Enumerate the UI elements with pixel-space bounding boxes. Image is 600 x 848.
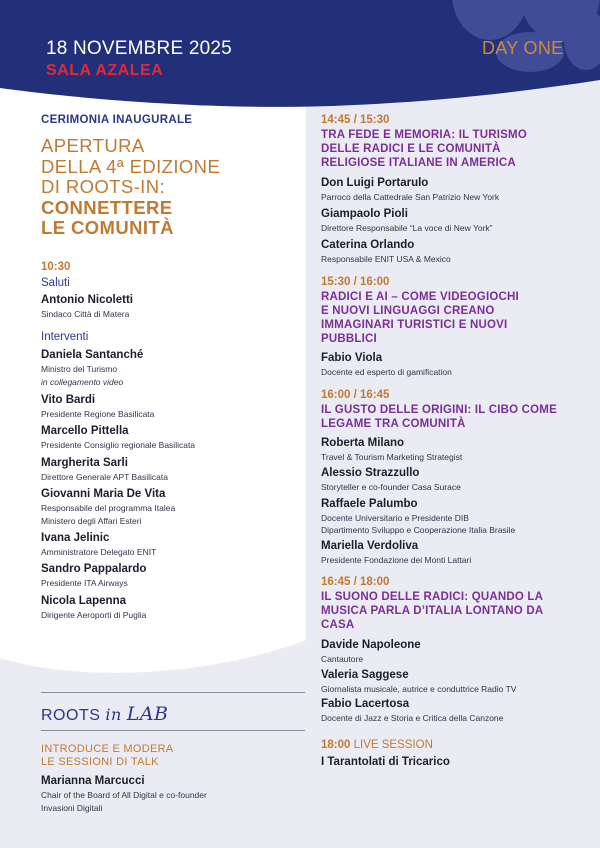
speaker-role: Parroco della Cattedrale San Patrizio New York xyxy=(321,192,500,202)
speaker-name: Sandro Pappalardo xyxy=(41,563,147,575)
session-time: 14:45 / 15:30 xyxy=(321,114,390,126)
session-title-line: RELIGIOSE ITALIANE IN AMERICA xyxy=(321,157,516,169)
speaker-role: Travel & Tourism Marketing Strategist xyxy=(321,452,463,462)
opening-title xyxy=(41,136,301,239)
speaker-role: Responsabile del programma Italea xyxy=(41,503,176,513)
speaker-name: Daniela Santanché xyxy=(41,349,144,361)
speaker-name: Raffaele Palumbo xyxy=(321,498,418,510)
speaker-name: Alessio Strazzullo xyxy=(321,467,420,479)
ceremony-label: CERIMONIA INAUGURALE xyxy=(41,114,193,126)
session-title-line: DELLE RADICI E LE COMUNITÀ xyxy=(321,143,501,155)
speaker-role: Dipartimento Sviluppo e Cooperazione Italia Brasile xyxy=(321,525,516,535)
speaker-name: Fabio Lacertosa xyxy=(321,698,410,710)
session-title-line: RADICI E AI – COME VIDEOGIOCHI xyxy=(321,291,519,303)
speaker-role: Responsabile ENIT USA & Mexico xyxy=(321,254,451,264)
moderator-label-line: LE SESSIONI DI TALK xyxy=(41,756,159,768)
speaker-name: Giampaolo Pioli xyxy=(321,208,408,220)
speaker-name: Margherita Sarli xyxy=(41,457,128,469)
session-time: 15:30 / 16:00 xyxy=(321,276,390,288)
speaker-role: Dirigente Aeroporti di Puglia xyxy=(41,610,147,620)
moderator-name: Marianna Marcucci xyxy=(41,775,145,787)
session-time: 16:45 / 18:00 xyxy=(321,576,390,588)
session-title-line: E NUOVI LINGUAGGI CREANO xyxy=(321,305,495,317)
title-line: CONNETTERE xyxy=(41,196,173,218)
speaker-role: Presidente ITA Airways xyxy=(41,578,128,588)
room-name: SALA AZALEA xyxy=(46,62,164,79)
speaker-name: Caterina Orlando xyxy=(321,239,415,251)
speaker-name: Davide Napoleone xyxy=(321,639,421,651)
speaker-role: Ministro del Turismo xyxy=(41,364,118,374)
speaker-note: in collegamento video xyxy=(41,377,124,387)
title-line: DI ROOTS-IN: xyxy=(41,176,166,197)
opening-time: 10:30 xyxy=(41,261,71,273)
session-title-line: TRA FEDE E MEMORIA: IL TURISMO xyxy=(321,129,527,141)
moderator-role: Invasioni Digitali xyxy=(41,803,103,813)
title-line: LE COMUNITÀ xyxy=(41,217,174,238)
moderator-role: Chair of the Board of All Digital e co-founder xyxy=(41,790,207,800)
live-session xyxy=(321,739,433,751)
moderator-label-line: INTRODUCE E MODERA xyxy=(41,743,174,755)
logo-roots: ROOTS xyxy=(41,707,101,724)
live-label: LIVE SESSION xyxy=(353,739,433,751)
speaker-role: Sindaco Città di Matera xyxy=(41,309,130,319)
title-line: DELLA 4ª EDIZIONE xyxy=(41,155,221,177)
title-line: APERTURA xyxy=(41,135,145,156)
speaker-name: Giovanni Maria De Vita xyxy=(41,488,166,500)
speaker-name: Fabio Viola xyxy=(321,352,383,364)
session-title-line: PUBBLICI xyxy=(321,333,377,345)
session-title-line: CASA xyxy=(321,619,355,631)
speaker-role: Docente di Jazz e Storia e Critica della Canzone xyxy=(321,713,504,723)
live-time: 18:00 xyxy=(321,739,351,751)
divider xyxy=(41,730,305,731)
session-title-line: IL SUONO DELLE RADICI: QUANDO LA xyxy=(321,591,544,603)
day-label: DAY ONE xyxy=(482,38,564,58)
speaker-role: Ministero degli Affari Esteri xyxy=(41,516,142,526)
logo-in: in xyxy=(105,705,122,724)
speaker-name: Valeria Saggese xyxy=(321,669,409,681)
speaker-role: Cantautore xyxy=(321,654,364,664)
speaker-role: Amministratore Delegato ENIT xyxy=(41,547,157,557)
speaker-role: Storyteller e co-founder Casa Surace xyxy=(321,482,461,492)
session-title-line: IL GUSTO DELLE ORIGINI: IL CIBO COME xyxy=(321,404,557,416)
speaker-name: Mariella Verdoliva xyxy=(321,540,419,552)
session-title xyxy=(321,590,543,632)
speaker-name: Vito Bardi xyxy=(41,394,96,406)
speaker-name: Marcello Pittella xyxy=(41,425,129,437)
divider xyxy=(41,692,305,693)
speaker-name: Roberta Milano xyxy=(321,437,405,449)
session-time: 16:00 / 16:45 xyxy=(321,389,390,401)
speaker-role: Direttore Responsabile “La voce di New York” xyxy=(321,223,493,233)
logo-lab: LAB xyxy=(126,703,169,725)
speaker-role: Docente ed esperto di gamification xyxy=(321,367,452,377)
interventi-label: Interventi xyxy=(41,331,89,343)
performer-name: I Tarantolati di Tricarico xyxy=(321,756,450,768)
saluti-label: Saluti xyxy=(41,277,70,289)
speaker-name: Nicola Lapenna xyxy=(41,595,126,607)
speaker-name: Antonio Nicoletti xyxy=(41,294,133,306)
speaker-role: Presidente Consiglio regionale Basilicata xyxy=(41,440,196,450)
session-title-line: MUSICA PARLA D’ITALIA LONTANO DA xyxy=(321,605,544,617)
speaker-name: Ivana Jelinic xyxy=(41,532,110,544)
speaker-name: Don Luigi Portarulo xyxy=(321,177,429,189)
session-title xyxy=(321,403,557,431)
speaker-role: Presidente Regione Basilicata xyxy=(41,409,155,419)
speaker-role: Direttore Generale APT Basilicata xyxy=(41,472,168,482)
speaker-role: Presidente Fondazione dei Monti Lattari xyxy=(321,555,472,565)
event-date: 18 NOVEMBRE 2025 xyxy=(46,38,232,59)
session-title xyxy=(321,128,527,170)
speaker-role: Giornalista musicale, autrice e conduttrice Radio TV xyxy=(321,684,517,694)
moderator-label xyxy=(41,743,174,769)
session-title-line: LEGAME TRA COMUNITÀ xyxy=(321,418,466,430)
roots-in-lab-logo xyxy=(41,703,169,725)
session-title-line: IMMAGINARI TURISTICI E NUOVI xyxy=(321,319,508,331)
session-title xyxy=(321,290,519,346)
speaker-role: Docente Universitario e Presidente DIB xyxy=(321,513,469,523)
